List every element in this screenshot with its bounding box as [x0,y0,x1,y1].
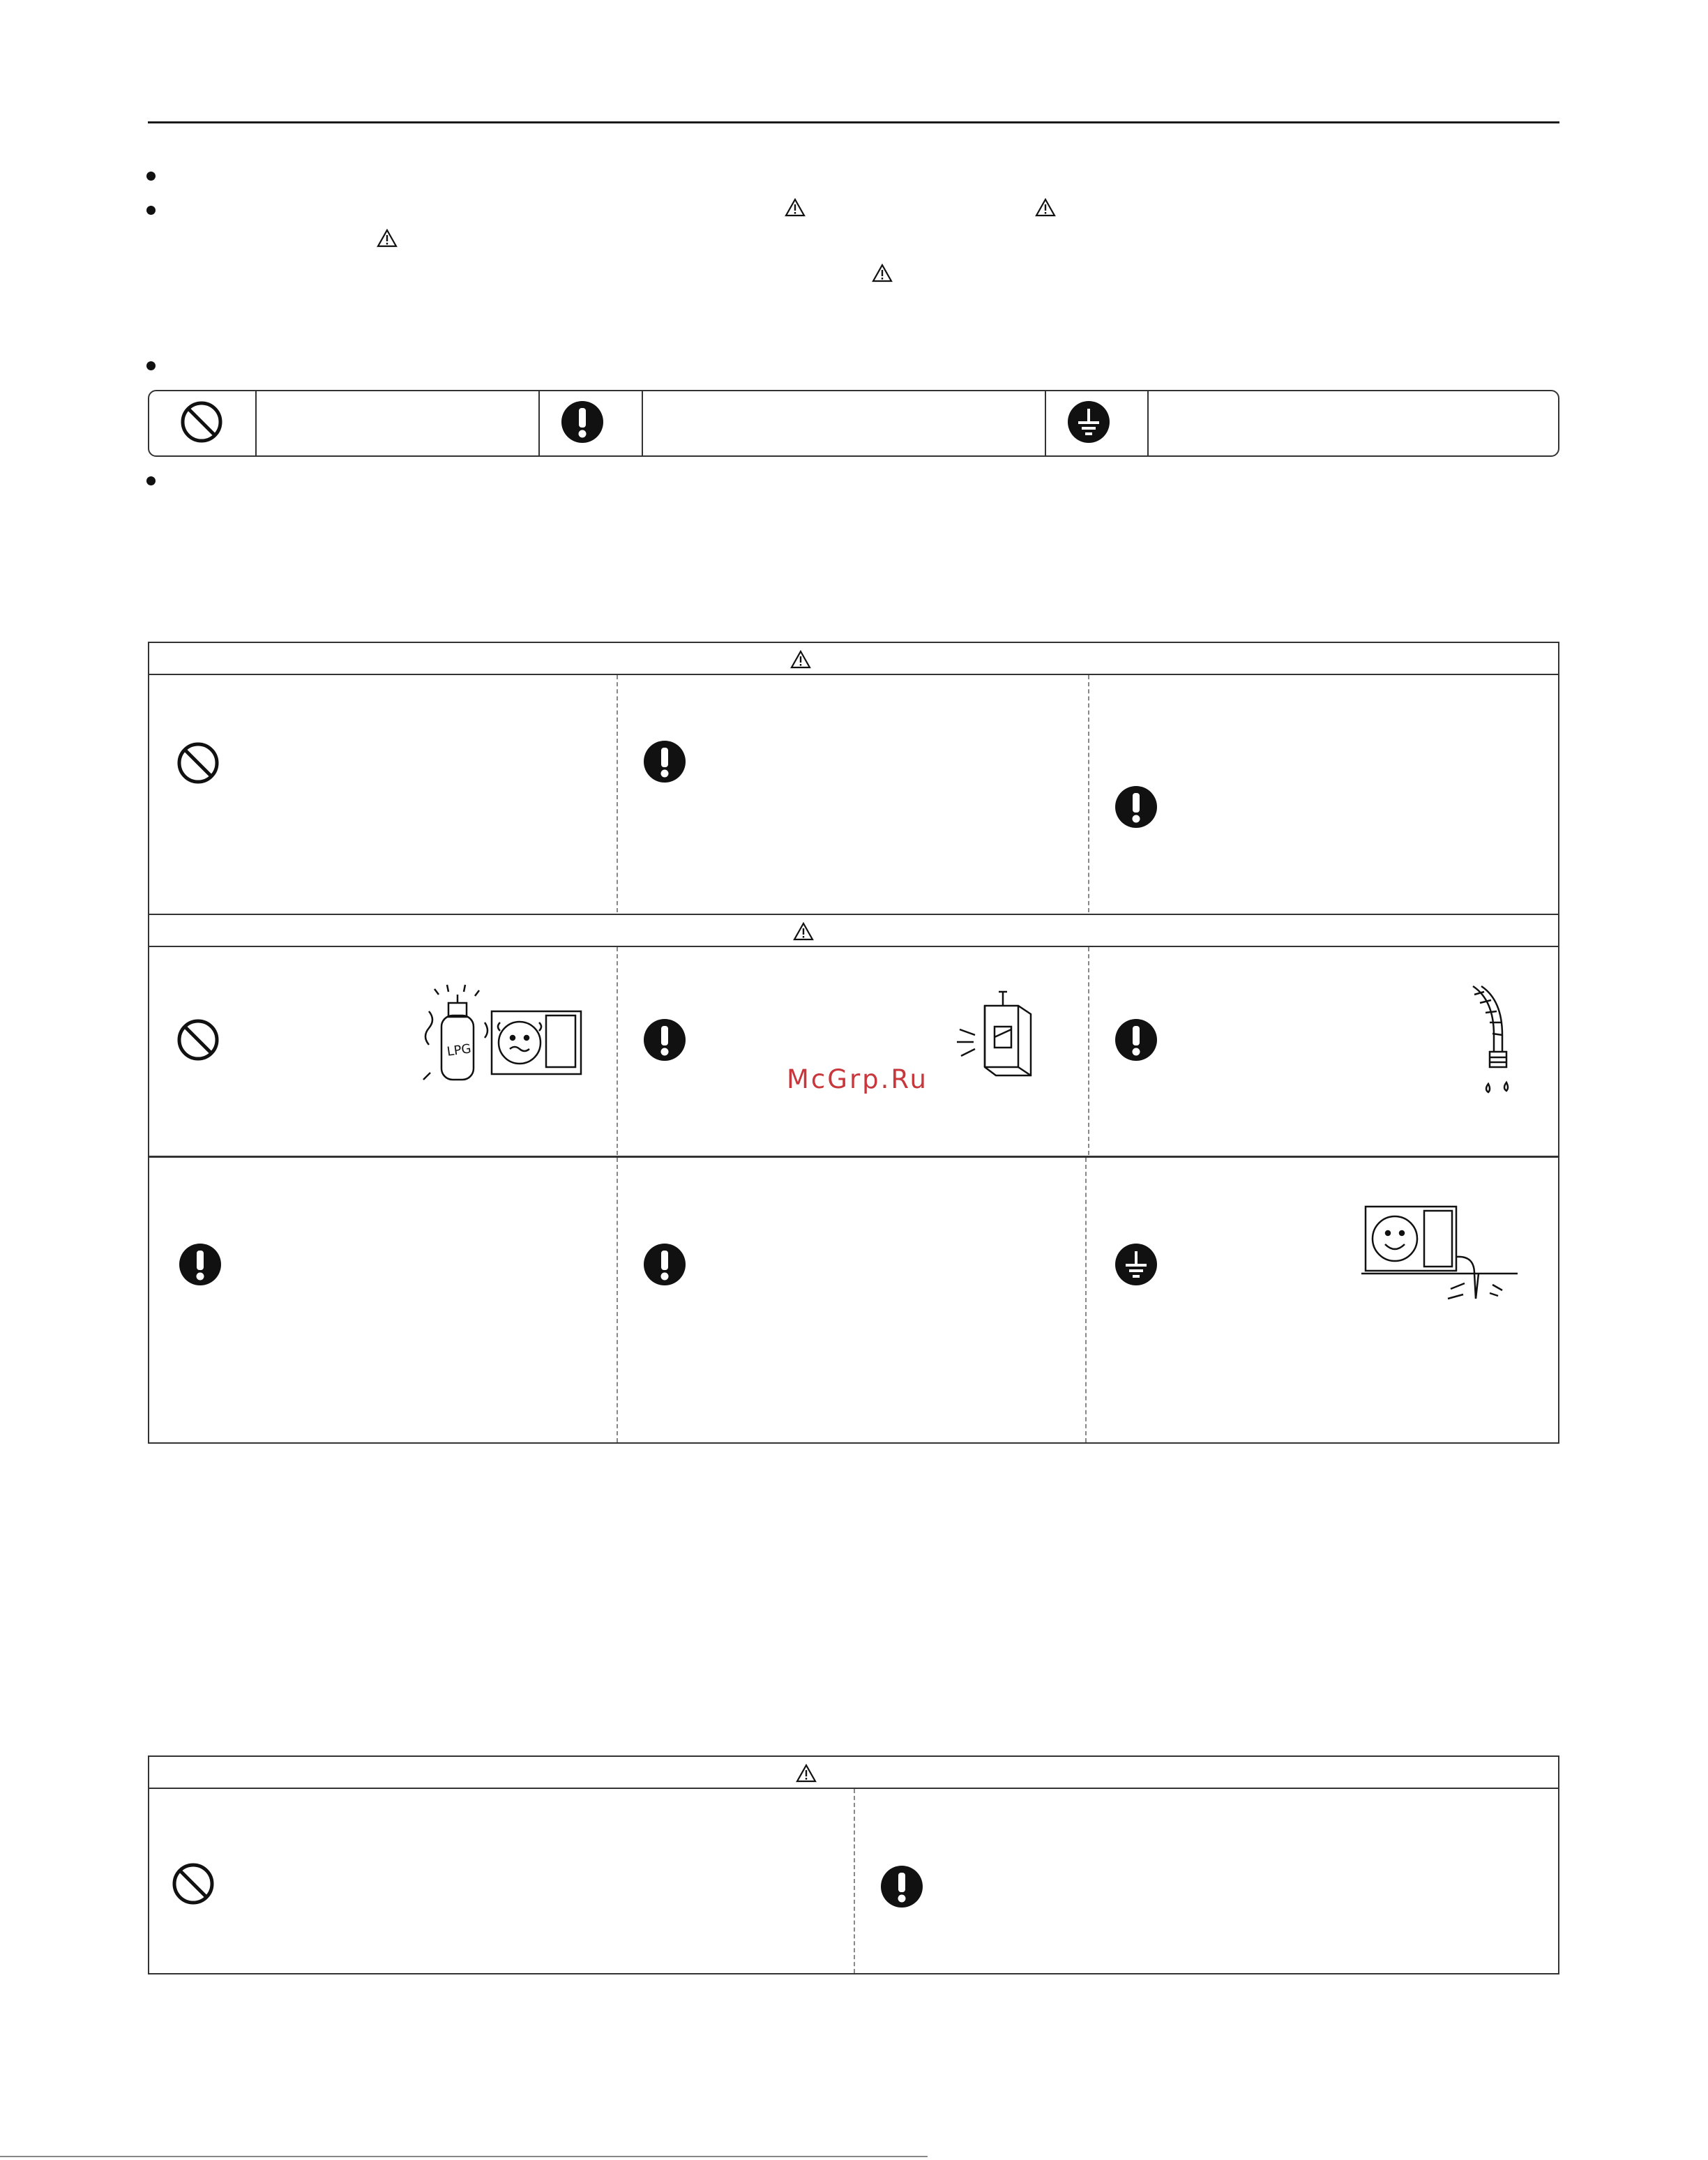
ground-icon [1114,1243,1158,1286]
lpg-label: LPG [446,1041,472,1059]
prohibited-icon [176,741,220,785]
table-header-divider [148,674,1559,675]
cell-divider [617,947,618,1155]
legend-divider [538,391,540,455]
bullet-3 [146,361,156,370]
warning-triangle-icon [872,264,893,282]
warning-triangle-icon [785,198,806,217]
top-rule [148,121,1559,123]
table-header-divider [148,946,1559,947]
exclamation-icon [880,1865,923,1908]
exclamation-icon [643,1018,686,1062]
cell-divider [617,1158,618,1442]
exclamation-icon [643,1243,686,1286]
legend-divider [1045,391,1046,455]
warning-triangle-icon [377,229,398,248]
exclamation-icon [1114,785,1158,829]
bullet-2 [146,206,156,215]
warning-triangle-icon [796,1764,817,1783]
warning-triangle-icon [793,922,814,941]
symbol-legend [148,390,1559,457]
electrical-box-illustration [955,986,1043,1078]
watermark: McGrp.Ru [787,1064,928,1094]
exclamation-icon [643,740,686,783]
warning-table [148,642,1559,1444]
ground-icon [1067,400,1110,444]
lpg-hazard-illustration [415,982,586,1087]
exclamation-icon [1114,1018,1158,1062]
cell-divider [1088,947,1089,1155]
cell-divider [1088,675,1089,912]
cell-divider [1085,1158,1087,1442]
bullet-4 [146,476,156,485]
cell-divider [854,1789,855,1973]
cell-divider [617,675,618,912]
exclamation-icon [179,1243,222,1286]
exclamation-icon [561,400,604,444]
prohibited-icon [172,1862,215,1905]
prohibited-icon [180,400,223,444]
bullet-1 [146,172,156,181]
grounded-unit-illustration [1360,1201,1520,1306]
row-divider [148,1156,1559,1158]
legend-divider [255,391,257,455]
prohibited-icon [176,1018,220,1062]
warning-triangle-icon [790,650,811,669]
bottom-rule [0,2156,928,2157]
warning-triangle-icon [1035,198,1056,217]
legend-divider [642,391,643,455]
drain-hose-illustration [1465,983,1520,1102]
legend-divider [1147,391,1149,455]
table-header-divider [148,914,1559,915]
